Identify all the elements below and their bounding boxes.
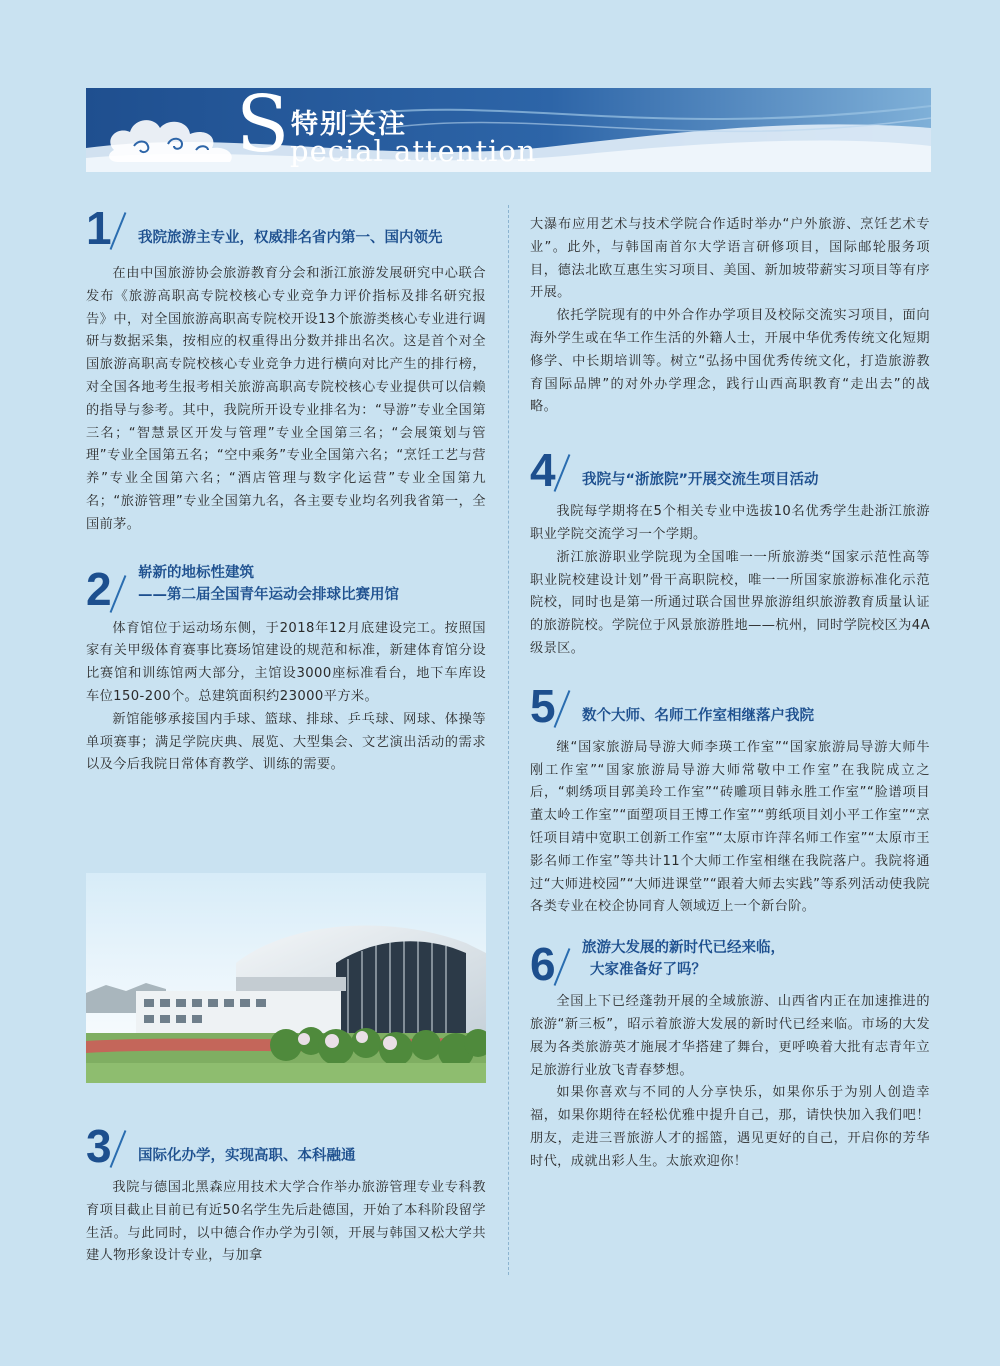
section-number: 2	[86, 562, 112, 615]
section-header	[86, 562, 486, 618]
section-subtitle-line: ——第二届全国青年运动会排球比赛用馆	[138, 586, 399, 603]
slash-mark	[110, 1130, 127, 1168]
banner-title-en: pecial attention	[290, 134, 537, 168]
section-title	[138, 562, 399, 606]
slash-mark	[554, 454, 571, 492]
left-column	[86, 202, 486, 777]
paragraph: 继“国家旅游局导游大师李瑛工作室”“国家旅游局导游大师牛刚工作室”“国家旅游局导游大师常敬中工作室”在我院成立之后，“刺绣项目郭美玲工作室”“砖雕项目韩永胜工作室”“脸谱项目董太岭工作室”“面塑项目王博工作室”“剪纸项目刘小平工作室”“烹饪项目靖中宽职工创新工作室”“太原市许萍名师工作室”“太原市王影名师工作室”等共计11个大师工作室相继在我院落户。我院将通过“大师进校园”“大师进课堂”“跟着大师去实践”等系列活动使我院各类专业在校企协同育人领域迈上一个新台阶。	[530, 739, 930, 915]
paragraph: 新馆能够承接国内手球、篮球、排球、乒乓球、网球、体操等单项赛事；满足学院庆典、展览、大型集会、文艺演出活动的需求以及今后我院日常体育教学、训练的需要。	[86, 711, 486, 773]
paragraph: 全国上下已经蓬勃开展的全域旅游、山西省内正在加速推进的旅游“新三板”，昭示着旅游大发展的新时代已经来临。市场的大发展为各类旅游英才施展才华搭建了舞台，更呼唤着大批有志青年立足旅游行业放飞青春梦想。	[530, 994, 930, 1078]
auspicious-cloud-icon	[104, 110, 244, 166]
section-title-line: 崭新的地标性建筑	[138, 564, 254, 581]
section-2	[86, 562, 486, 778]
section-header	[86, 202, 486, 259]
paragraph: 在由中国旅游协会旅游教育分会和浙江旅游发展研究中心联合发布《旅游高职高专院校核心专业竞争力评价指标及排名研究报告》中，对全国旅游高职高专院校开设13个旅游类核心专业进行调研与数据采集，按相应的权重得出分数并排出名次。这是首个对全国旅游高职高专院校核心专业竞争力进行横向对比产生的排行榜，对全国各地考生报考相关旅游高职高专院校核心专业提供可以信赖的指导与参考。其中，我院所开设专业排名为：“导游”专业全国第三名；“智慧景区开发与管理”专业全国第三名；“会展策划与管理”专业全国第五名；“空中乘务”专业全国第六名；“烹饪工艺与营养”专业全国第六名；“酒店管理与数字化运营”专业全国第九名；“旅游管理”专业全国第九名，各主要专业均名列我省第一，全国前茅。	[86, 266, 486, 532]
section-3	[86, 1120, 486, 1268]
section-number: 3	[86, 1120, 112, 1172]
slash-mark	[110, 575, 127, 613]
paragraph-continued: 大瀑布应用艺术与技术学院合作适时举办“户外旅游、烹饪艺术专业”。此外，与韩国南首尔大学语言研修项目，国际邮轮服务项目，德法北欧互惠生实习项目、美国、新加坡带薪实习项目等有序开展。	[530, 217, 930, 301]
section-title: 我院旅游主专业，权威排名省内第一、国内领先	[138, 230, 443, 246]
header-banner	[86, 88, 931, 172]
section-title: 国际化办学，实现高职、本科融通	[138, 1148, 356, 1164]
section-header	[530, 679, 930, 737]
section-title: 数个大师、名师工作室相继落户我院	[582, 707, 814, 724]
section-title: 我院与“浙旅院”开展交流生项目活动	[582, 472, 819, 489]
section-number: 5	[530, 679, 556, 732]
section-4	[530, 444, 930, 661]
section-title	[582, 937, 785, 981]
paragraph: 依托学院现有的中外合作办学项目及校际交流实习项目，面向海外学生或在华工作生活的外籍人士，开展中华优秀传统文化短期修学、中长期培训等。树立“弘扬中国优秀传统文化，打造旅游教育国际品牌”的对外办学理念，践行山西高职教育“走出去”的战略。	[530, 308, 930, 415]
section-header	[530, 938, 930, 991]
section-1	[86, 202, 486, 537]
paragraph: 我院每学期将在5个相关专业中选拔10名优秀学生赴浙江旅游职业学院交流学习一个学期。	[530, 504, 930, 542]
paragraph: 浙江旅游职业学院现为全国唯一一所旅游类“国家示范性高等职业院校建设计划”骨干高职院校，唯一一所国家旅游标准化示范院校，同时也是第一所通过联合国世界旅游组织旅游教育质量认证的旅游院校。学院位于风景旅游胜地——杭州，同时学院校区为4A级景区。	[530, 549, 930, 656]
paragraph: 体育馆位于运动场东侧，于2018年12月底建设完工。按照国家有关甲级体育赛事比赛场馆建设的规范和标准，新建体育馆分设比赛馆和训练馆两大部分，主馆设3000座标准看台，地下车库设车位150-200个。总建筑面积约23000平方米。	[86, 620, 486, 704]
right-column	[530, 214, 930, 1174]
section-5	[530, 679, 930, 919]
banner-title-cn: 特别关注	[291, 109, 407, 140]
section-number: 4	[530, 444, 556, 497]
section-number: 6	[530, 938, 556, 991]
paragraph: 我院与德国北黑森应用技术大学合作举办旅游管理专业专科教育项目截止目前已有近50名学生先后赴德国，开始了本科阶段留学生活。与此同时，以中德合作办学为引领，开展与韩国又松大学共建人物形象设计专业，与加拿	[86, 1180, 486, 1264]
section-number: 1	[86, 202, 112, 254]
banner-big-letter: S	[236, 88, 290, 170]
section-header	[530, 444, 930, 501]
slash-mark	[110, 212, 127, 250]
section-title-line: 旅游大发展的新时代已经来临，	[582, 940, 785, 957]
paragraph: 如果你喜欢与不同的人分享快乐，如果你乐于为别人创造幸福，如果你期待在轻松优雅中提升自己，那，请快快加入我们吧！朋友，走进三晋旅游人才的摇篮，遇见更好的自己，开启你的芳华时代，成就出彩人生。太旅欢迎你！	[530, 1085, 930, 1169]
section-title-line: 大家准备好了吗？	[590, 962, 706, 979]
slash-mark	[554, 948, 571, 986]
slash-mark	[554, 690, 571, 728]
gymnasium-photo	[86, 873, 486, 1083]
section-6	[530, 938, 930, 1173]
section-header	[86, 1120, 486, 1177]
column-divider	[508, 205, 509, 1275]
